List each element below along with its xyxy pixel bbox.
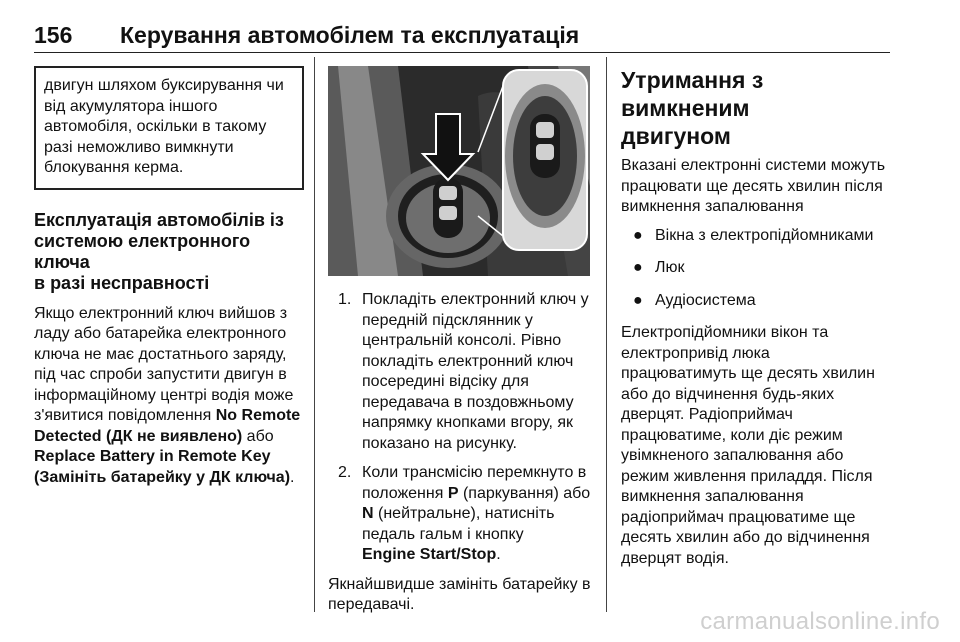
para-line: ладу або батарейка електронного — [34, 325, 287, 342]
message-text: Replace Battery in Remote Key — [34, 448, 271, 465]
para-line: вимкнення запалювання — [621, 488, 804, 505]
step-line: посередині відсіку для — [362, 373, 529, 390]
column-divider — [606, 57, 607, 612]
step-number: 1. — [338, 291, 352, 308]
para-line: працюватимуть ще десять хвилин — [621, 365, 875, 382]
step-line — [362, 484, 596, 505]
para-text: з'явитися повідомлення — [34, 407, 216, 424]
para-line — [34, 468, 304, 489]
gear-label: N — [362, 505, 374, 522]
chapter-title: Керування автомобілем та експлуатація — [120, 22, 580, 48]
bullet-icon: ● — [633, 259, 643, 276]
para-line: десять хвилин або до відчинення — [621, 529, 870, 546]
para-text: . — [290, 468, 295, 486]
list-item — [621, 258, 891, 279]
step-text: (паркування) або — [458, 484, 591, 502]
step-text: . — [496, 546, 501, 563]
message-text: No Remote — [215, 407, 301, 424]
step-line: педаль гальм і кнопку — [362, 525, 524, 543]
step-line: передній підсклянник у — [362, 311, 533, 329]
bullet-icon: ● — [633, 226, 643, 244]
list-item-text: Вікна з електропідйомниками — [655, 226, 874, 244]
step-item — [328, 290, 596, 454]
section-heading — [34, 210, 304, 294]
step-line: напрямку кнопками вгору, як — [362, 414, 573, 431]
step-line: показано на рисунку. — [362, 434, 517, 452]
para-line: Вказані електронні системи можуть — [621, 157, 886, 174]
list-item-text: Люк — [655, 259, 685, 276]
para-line: увімкненого запалювання або — [621, 447, 844, 464]
watermark: carmanualsonline.info — [700, 608, 940, 635]
step-line: центральній консолі. Рівно — [362, 332, 562, 349]
steps-list — [328, 290, 596, 566]
notice-line: разі неможливо вимкнути — [44, 138, 234, 156]
step-line: Покладіть електронний ключ у — [362, 291, 589, 308]
heading-line: в разі несправності — [34, 272, 210, 293]
para-line: Електропідйомники вікон та — [621, 324, 829, 341]
column-divider — [314, 57, 315, 612]
step-line: передавача в поздовжньому — [362, 393, 574, 411]
para-line: електропривід люка — [621, 344, 770, 362]
para-line: дверцят. Радіоприймач — [621, 406, 793, 423]
para-line: або до відчинення будь-яких — [621, 385, 835, 403]
para-line: Якщо електронний ключ вийшов з — [34, 304, 288, 322]
para-line: дверцят водія. — [621, 549, 729, 567]
para-line: під час спроби запустити двигун в — [34, 366, 287, 383]
closing-paragraph — [328, 575, 596, 616]
para-line — [34, 406, 304, 427]
systems-list — [621, 226, 891, 312]
para-line: працюватиме, коли діє режим — [621, 426, 843, 444]
button-label: Engine Start/Stop — [362, 546, 497, 563]
heading-line: системою електронного ключа — [34, 230, 251, 272]
right-column — [621, 66, 891, 569]
page-header — [34, 20, 890, 53]
para-line — [34, 427, 304, 448]
step-line: покладіть електронний ключ — [362, 352, 574, 370]
list-item — [621, 226, 891, 247]
section-paragraph — [34, 304, 304, 489]
key-in-cupholder-illustration — [328, 66, 590, 276]
para-line: ключа не має достатнього заряду, — [34, 345, 287, 363]
notice-line: двигун шляхом буксирування чи — [44, 77, 284, 94]
bullet-icon: ● — [633, 291, 643, 309]
body-paragraph — [621, 323, 891, 569]
para-line: працювати ще десять хвилин після — [621, 177, 883, 195]
notice-line: автомобіля, оскільки в такому — [44, 118, 267, 135]
intro-paragraph — [621, 156, 891, 218]
notice-line: від акумулятора іншого — [44, 97, 218, 115]
para-line: передавачі. — [328, 596, 415, 613]
para-line: Якнайшвидше замініть батарейку в — [328, 575, 591, 593]
message-text: (Замініть батарейку у ДК ключа) — [34, 468, 291, 486]
step-number: 2. — [338, 464, 352, 481]
step-item — [328, 463, 596, 566]
gear-label: P — [447, 484, 459, 502]
section-heading — [621, 66, 891, 150]
para-text: або — [242, 427, 274, 445]
page-number: 156 — [34, 22, 73, 48]
step-text: положення — [362, 484, 448, 502]
para-line — [34, 447, 304, 468]
heading-line: двигуном — [621, 123, 731, 149]
heading-line: Утримання з вимкненим — [621, 67, 764, 121]
para-line: радіоприймач працюватиме ще — [621, 508, 856, 526]
step-line: Коли трансмісію перемкнуто в — [362, 464, 587, 481]
middle-column — [328, 66, 596, 616]
notice-line: блокування керма. — [44, 159, 184, 176]
step-text: (нейтральне), натисніть — [373, 505, 555, 522]
heading-line: Експлуатація автомобілів із — [34, 209, 284, 230]
list-item — [621, 291, 891, 312]
para-line: інформаційному центрі водія може — [34, 386, 294, 404]
list-item-text: Аудіосистема — [655, 291, 756, 309]
left-column — [34, 66, 304, 488]
message-text: Detected (ДК не виявлено) — [34, 427, 243, 445]
step-line — [362, 545, 596, 566]
para-line: режим живлення приладдя. Після — [621, 467, 873, 485]
step-line — [362, 504, 596, 525]
notice-box — [34, 66, 304, 190]
para-line: вимкнення запалювання — [621, 198, 804, 215]
